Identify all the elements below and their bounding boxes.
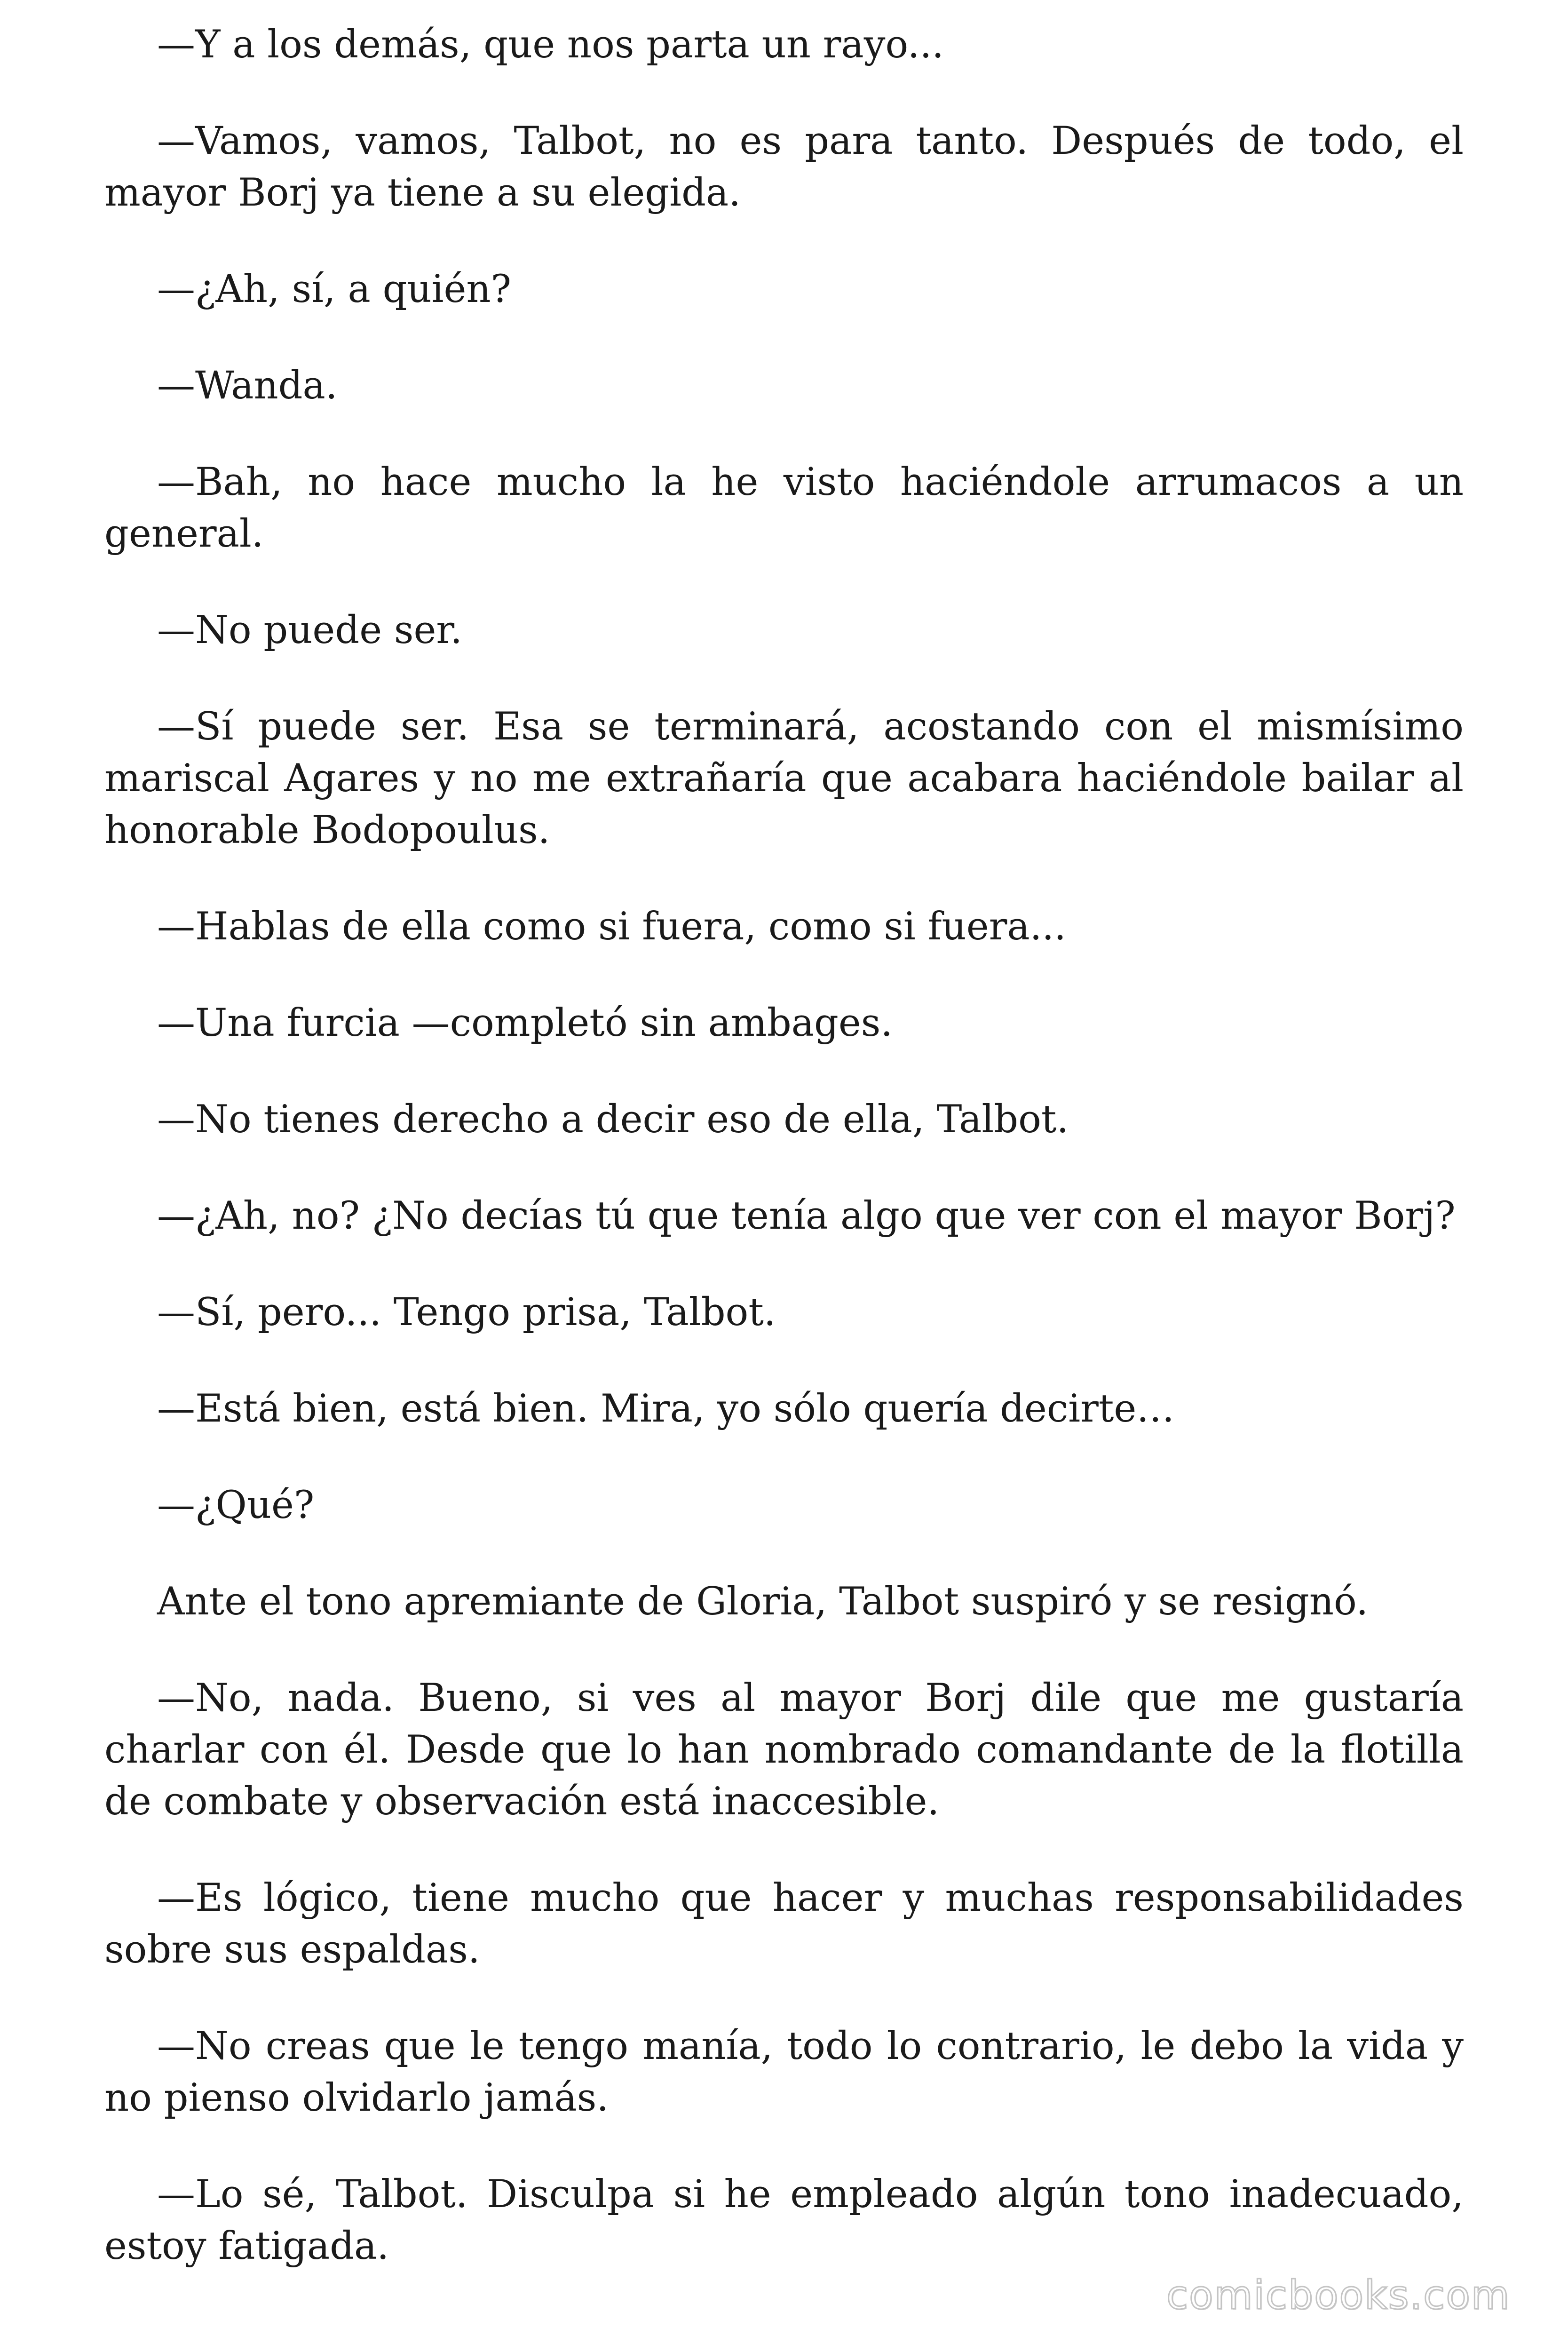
- paragraph: —Y a los demás, que nos parta un rayo...: [157, 23, 944, 67]
- paragraph: —Lo sé, Talbot. Disculpa si he empleado algún tono inadecuado, estoy fatigada.: [104, 2172, 1464, 2268]
- page-body-text: [104, 19, 1464, 2317]
- paragraph: —No creas que le tengo manía, todo lo contrario, le debo la vida y no pienso olvidarlo jamás.: [104, 2024, 1464, 2120]
- paragraph: —No, nada. Bueno, si ves al mayor Borj dile que me gustaría charlar con él. Desde que lo han nombrado comandante de la flotilla de combate y observación está inaccesible.: [104, 1676, 1464, 1824]
- paragraph: Ante el tono apremiante de Gloria, Talbot suspiró y se resignó.: [157, 1580, 1369, 1624]
- paragraph: —No tienes derecho a decir eso de ella, Talbot.: [157, 1097, 1069, 1142]
- paragraph: —¿Ah, no? ¿No decías tú que tenía algo que ver con el mayor Borj?: [157, 1194, 1456, 1238]
- paragraph: —Una furcia —completó sin ambages.: [157, 1001, 893, 1045]
- site-watermark: comicbooks.com: [1166, 2272, 1511, 2318]
- paragraph: —Es lógico, tiene mucho que hacer y muchas responsabilidades sobre sus espaldas.: [104, 1876, 1464, 1972]
- paragraph: —Sí puede ser. Esa se terminará, acostando con el mismísimo mariscal Agares y no me extrañaría que acabara haciéndole bailar al honorable Bodopoulus.: [104, 705, 1464, 852]
- paragraph: —Hablas de ella como si fuera, como si fuera...: [157, 905, 1066, 949]
- paragraph: —¿Ah, sí, a quién?: [157, 267, 512, 311]
- paragraph: —Wanda.: [157, 364, 338, 408]
- paragraph: —¿Qué?: [157, 1483, 315, 1527]
- paragraph: —Sí, pero... Tengo prisa, Talbot.: [157, 1290, 776, 1335]
- paragraph: —Está bien, está bien. Mira, yo sólo quería decirte…: [157, 1387, 1175, 1431]
- paragraph: —Bah, no hace mucho la he visto haciéndole arrumacos a un general.: [104, 460, 1464, 556]
- paragraph: —Vamos, vamos, Talbot, no es para tanto. Después de todo, el mayor Borj ya tiene a su elegida.: [104, 119, 1464, 215]
- paragraph: —No puede ser.: [157, 608, 462, 652]
